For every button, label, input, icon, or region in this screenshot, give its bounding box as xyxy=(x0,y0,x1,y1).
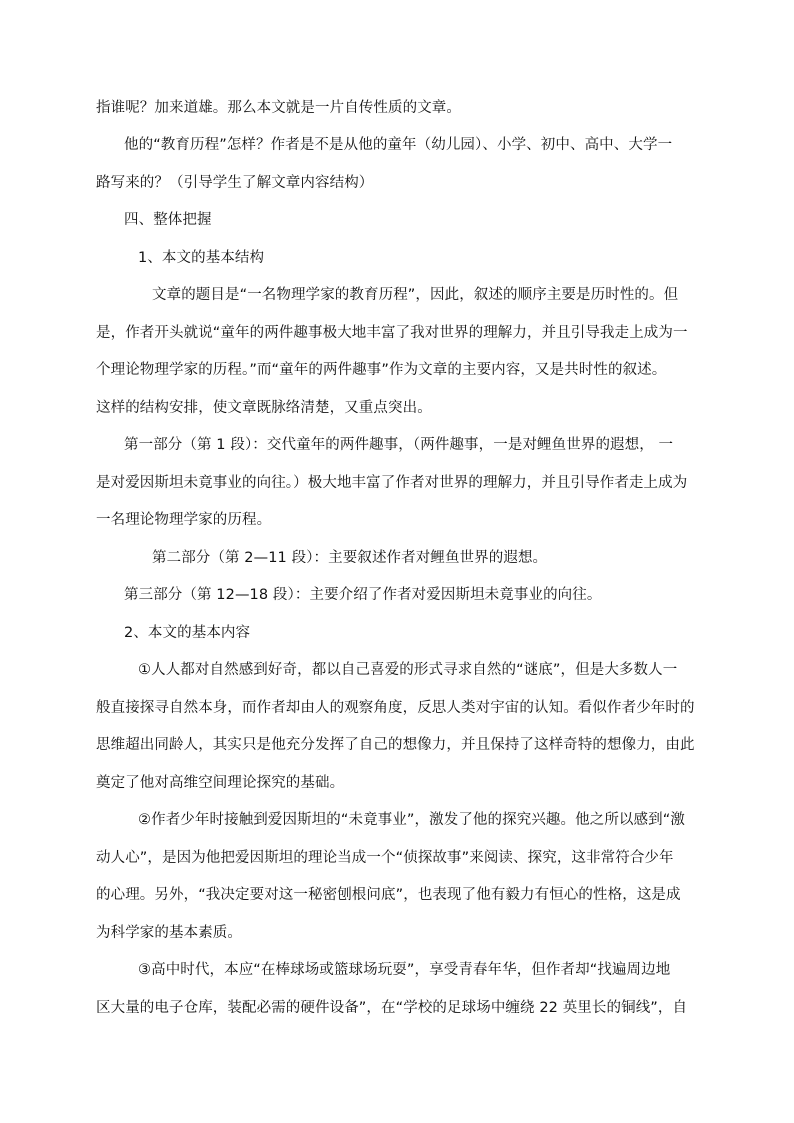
text-line: ①人人都对自然感到好奇，都以自己喜爱的形式寻求自然的“谜底”，但是大多数人一 xyxy=(138,662,678,678)
text-line: 第一部分（第 1 段）：交代童年的两件趣事，（两件趣事，一是对鲤鱼世界的遐想， 一 xyxy=(124,437,674,453)
text-line: 是，作者开头就说“童年的两件趣事极大地丰富了我对世界的理解力，并且引导我走上成为一 xyxy=(96,325,688,341)
text-line: 动人心”，是因为他把爱因斯坦的理论当成一个“侦探故事”来阅读、探究，这非常符合少年 xyxy=(96,850,674,866)
text-line: 指谁呢？加来道雄。那么本文就是一片自传性质的文章。 xyxy=(96,100,461,116)
text-line: ②作者少年时接触到爱因斯坦的“未竟事业”，激发了他的探究兴趣。他之所以感到“激 xyxy=(138,812,685,828)
text-line: 他的“教育历程”怎样？作者是不是从他的童年（幼儿园）、小学、初中、高中、大学一 xyxy=(124,137,673,153)
text-line: 路写来的？（引导学生了解文章内容结构） xyxy=(96,175,374,191)
text-line: 个理论物理学家的历程。”而“童年的两件趣事”作为文章的主要内容，又是共时性的叙述。 xyxy=(96,362,667,378)
text-line: 般直接探寻自然本身，而作者却由人的观察角度，反思人类对宇宙的认知。看似作者少年时的 xyxy=(96,700,695,716)
text-line: 奠定了他对高维空间理论探究的基础。 xyxy=(96,775,345,791)
text-line: ③高中时代，本应“在棒球场或篮球场玩耍”，享受青春年华，但作者却“找遍周边地 xyxy=(138,962,671,978)
text-line: 第二部分（第 2—11 段）：主要叙述作者对鲤鱼世界的遐想。 xyxy=(152,550,548,566)
section-heading: 四、整体把握 xyxy=(124,212,212,228)
text-line: 是对爱因斯坦未竟事业的向往。）极大地丰富了作者对世界的理解力，并且引导作者走上成为 xyxy=(96,475,688,491)
subsection-heading: 1、本文的基本结构 xyxy=(138,250,265,266)
text-line: 一名理论物理学家的历程。 xyxy=(96,512,272,528)
text-line: 第三部分（第 12—18 段）：主要介绍了作者对爱因斯坦未竟事业的向往。 xyxy=(124,587,602,603)
text-line: 为科学家的基本素质。 xyxy=(96,925,242,941)
text-line: 的心理。另外，“我决定要对这一秘密刨根问底”，也表现了他有毅力有恒心的性格，这是成 xyxy=(96,887,681,903)
text-line: 区大量的电子仓库，装配必需的硬件设备”，在“学校的足球场中缠绕 22 英里长的铜线”，自 xyxy=(96,1000,688,1016)
text-line: 思维超出同龄人，其实只是他充分发挥了自己的想像力，并且保持了这样奇特的想像力，由此 xyxy=(96,737,695,753)
text-line: 文章的题目是“一名物理学家的教育历程”，因此，叙述的顺序主要是历时性的。但 xyxy=(152,287,679,303)
text-line: 这样的结构安排，使文章既脉络清楚，又重点突出。 xyxy=(96,400,432,416)
subsection-heading: 2、本文的基本内容 xyxy=(124,625,251,641)
